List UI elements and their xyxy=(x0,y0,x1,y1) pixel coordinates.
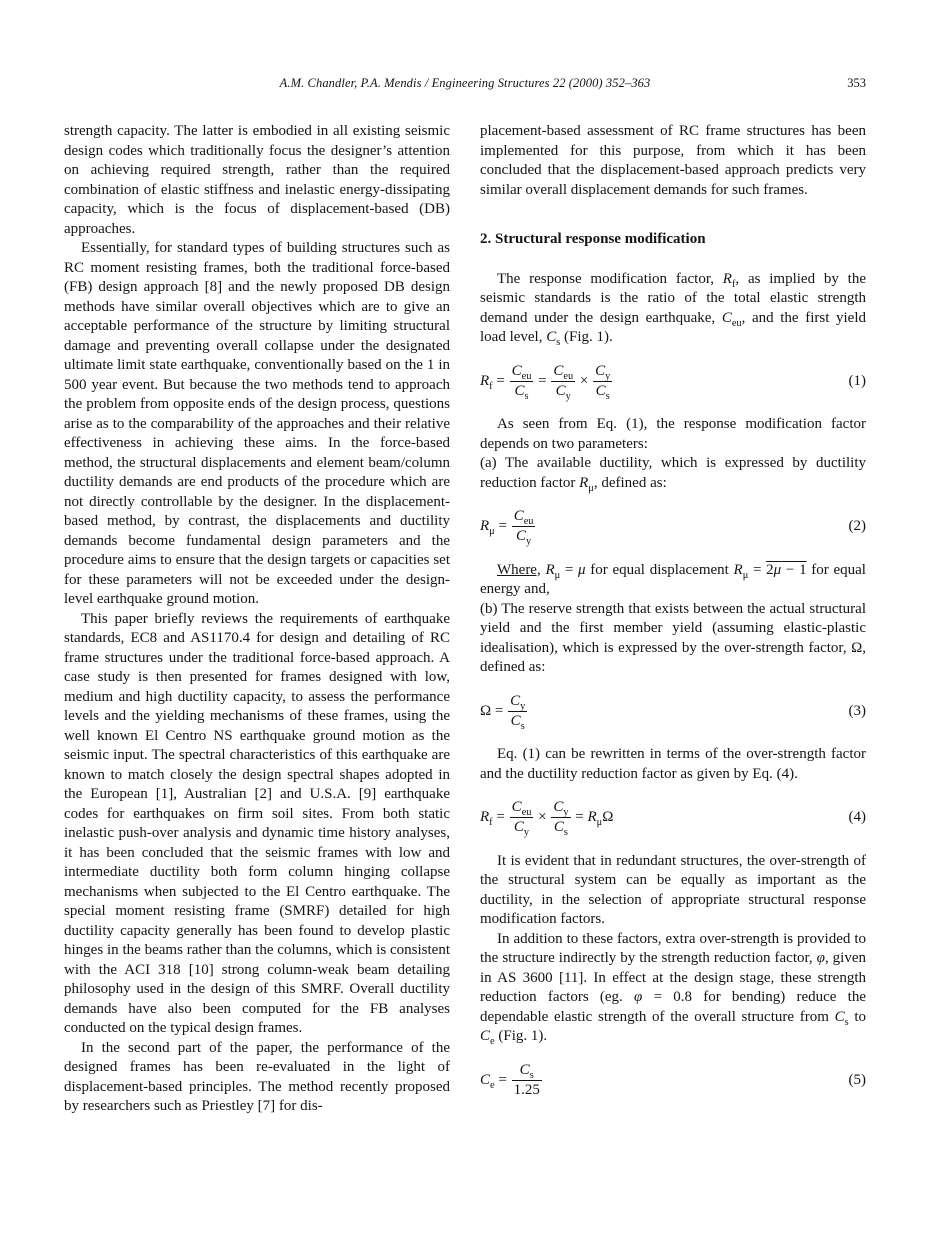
para-left-2: Essentially, for standard types of building structures such as RC moment resisting frames, both the traditional force-based (FB) design approach [8] and the newly proposed DB design methods have similar overall objectives which are to give an acceptable performance of the structure by limiting structural damage and preventing overall collapse under the designated ultimate limit state earthquake, conventionally based on the 1 in 500 year event. But because the two methods tend to approach the problem from opposite ends of the design process, questions arise as to the comparability of the approaches and their relative effectiveness in achieving these aims. In the force-based method, the structural displacements and element beam/column ductility demands are end products of the procedure which are not directly controllable by the designer. In the displacement-based method, by contrast, the displacements and ductility demands become fundamental design parameters and the procedure aims to ensure that the design targets or capacities set for these parameters will not be exceeded under the design-level earthquake ground motion. xyxy=(64,240,450,607)
equation-1 xyxy=(480,363,866,401)
left-column xyxy=(64,122,450,1117)
equation-1-number: (1) xyxy=(848,372,866,389)
para-item-b: (b) The reserve strength that exists between the actual structural yield and the first member yield (assuming elastic-plastic idealisation), which is expressed by the over-strength factor, Ω, defined as: xyxy=(480,600,866,675)
running-head xyxy=(64,76,866,94)
running-title: A.M. Chandler, P.A. Mendis / Engineering Structures 22 (2000) 352–363 xyxy=(279,76,651,90)
equation-3-body: Ω = $\frac{C_y}{C_s}$ xyxy=(480,692,526,732)
equation-4-body: $R_f$ = $\frac{C_{eu}}{C_y}$ × $\frac{C_y}{C_s}$ = $R_\mu\Omega$ xyxy=(480,799,614,839)
para-evident: It is evident that in redundant structures, the over-strength of the structural system can be equally as important as the ductility, in the selection of appropriate structural response modification factors. xyxy=(480,852,866,927)
section-heading: 2. Structural response modification xyxy=(480,231,706,247)
equation-5 xyxy=(480,1062,866,1100)
page-number: 353 xyxy=(847,76,866,90)
equation-1-body: $R_f$ = $\frac{C_{eu}}{C_s}$ = $\frac{C_{eu}}{C_y}$ × $\frac{C_y}{C_s}$ xyxy=(480,362,611,402)
equation-5-body: $C_e$ = $\frac{C_s}{1.25}$ xyxy=(480,1061,540,1098)
para-addition: In addition to these factors, extra over-strength is provided to the structure indirectly by the strength reduction factor, φ, given in AS 3600 [11]. In effect at the design stage, these strength reduction factors (eg. φ = 0.8 for bending) reduce the dependable elastic strength of the overall structure from $C_s$ to $C_e$ (Fig. 1). xyxy=(480,930,867,1047)
equation-2 xyxy=(480,508,866,546)
para-as-seen: As seen from Eq. (1), the response modification factor depends on two parameters: xyxy=(480,416,866,452)
para-response-factor: The response modification factor, $R_f$, as implied by the seismic standards is the ratio of the total elastic strength demand under the design earthquake, $C_{eu}$, and the first yield load level, $C_s$ (Fig. 1). xyxy=(480,270,866,348)
equation-3 xyxy=(480,693,866,731)
equation-2-number: (2) xyxy=(848,518,866,534)
equation-4 xyxy=(480,799,866,837)
right-column xyxy=(480,122,866,1117)
equation-3-number: (3) xyxy=(848,702,866,719)
para-where: Where, $R_\mu = \mu$ for equal displacement $R_\mu = 2\mu - 1$ for equal energy and, xyxy=(480,561,866,597)
para-left-3: This paper briefly reviews the requirements of earthquake standards, EC8 and AS1170.4 for design and detailing of RC frame structures under the traditional force-based approach. A case study is then presented for frames designed with low, medium and high ductility capacity, to assess the performance levels and the yielding mechanisms of these frames, using the well known El Centro NS earthquake ground motion as the seismic input. The spectral characteristics of this earthquake are known to match closely the design spectral shapes adopted in the European [1], Australian [2] and U.S.A. [9] earthquake codes for earthquakes on firm soil sites. From both static inelastic push-over analysis and dynamic time history analyses, it has been concluded that the seismic frames with low and intermediate ductility both form column hinging collapse mechanisms when subjected to the El Centro earthquake. The special moment resisting frame (SMRF) detailed for high ductility capacity generally has been found to develop plastic hinges in the beams rather than the columns, which is consistent with the ACI 318 [10] strong column-weak beam detailing philosophy used in the design of this SMRF. Overall ductility demands have also been computed for the FB analyses conducted on the typical design frames. xyxy=(64,610,450,1036)
two-column-body xyxy=(64,122,866,1117)
para-left-4: In the second part of the paper, the performance of the designed frames has been re-evaluated in the light of displacement-based principles. The method recently proposed by researchers such as Priestley [7] for dis- xyxy=(64,1039,450,1114)
equation-4-number: (4) xyxy=(848,809,866,825)
equation-2-body: $R_\mu$ = $\frac{C_{eu}}{C_y}$ xyxy=(480,508,534,548)
para-left-1: strength capacity. The latter is embodied in all existing seismic design codes which traditionally focus the designer’s attention on achieving required strength, rather than the required combination of elastic stiffness and inelastic energy-dissipating capacity, which is the focus of displacement-based (DB) approaches. xyxy=(64,123,450,237)
equation-5-number: (5) xyxy=(848,1071,866,1088)
para-item-a: (a) The available ductility, which is expressed by ductility reduction factor $R_\mu$, defined as: xyxy=(480,455,866,494)
para-right-intro: placement-based assessment of RC frame structures has been implemented for this purpose, from which it has been concluded that the displacement-based approach predicts very similar overall displacement demands for such frames. xyxy=(480,123,866,198)
para-rewrite: Eq. (1) can be rewritten in terms of the over-strength factor and the ductility reduction factor as given by Eq. (4). xyxy=(480,746,866,782)
